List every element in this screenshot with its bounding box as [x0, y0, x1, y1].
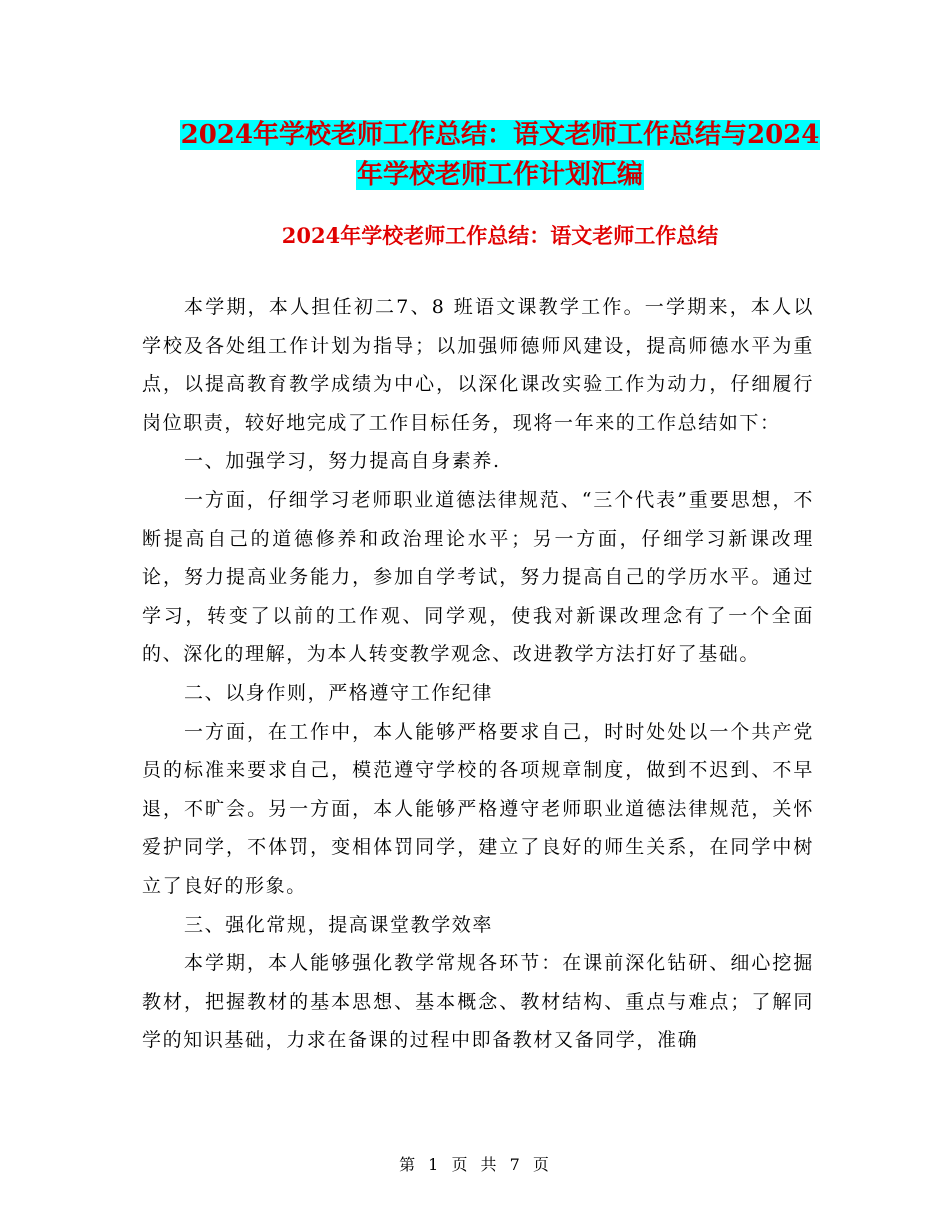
body-paragraph-3: 本学期，本人能够强化教学常规各环节：在课前深化钻研、细心挖掘教材，把握教材的基本思想、基本概念、教材结构、重点与难点；了解同学的知识基础，力求在备课的过程中即备教材又备同学，准确 [142, 952, 814, 1052]
body-paragraph-1: 一方面，仔细学习老师职业道德法律规范、“三个代表”重要思想，不断提高自己的道德修养和政治理论水平；另一方面，仔细学习新课改理论，努力提高业务能力，参加自学考试，努力提高自己的学历水平。通过学习，转变了以前的工作观、同学观，使我对新课改理念有了一个全面的、深化的理解，为本人转变教学观念、改进教学方法打好了基础。 [142, 488, 814, 666]
document-body [142, 288, 814, 1060]
section-heading-1: 一、加强学习，努力提高自身素养. [184, 450, 501, 473]
section-heading-2: 二、以身作则，严格遵守工作纪律 [184, 681, 494, 704]
title-highlight: 2024年学校老师工作总结：语文老师工作总结与2024 [180, 120, 820, 150]
section-heading-3: 三、强化常规，提高课堂教学效率 [184, 913, 494, 936]
body-paragraph-2: 一方面，在工作中，本人能够严格要求自己，时时处处以一个共产党员的标准来要求自己，模范遵守学校的各项规章制度，做到不迟到、不早退，不旷会。另一方面，本人能够严格遵守老师职业道德法律规范，关怀爱护同学，不体罚，变相体罚同学，建立了良好的师生关系，在同学中树立了良好的形象。 [142, 720, 814, 897]
page-number: 第 1 页 共 7 页 [399, 1155, 551, 1174]
document-title-line-2 [140, 152, 860, 198]
section-heading: 2024年学校老师工作总结：语文老师工作总结 [281, 223, 719, 248]
title-highlight: 年学校老师工作计划汇编 [356, 160, 643, 190]
body-paragraph-intro: 本学期，本人担任初二7、8 班语文课教学工作。一学期来，本人以学校及各处组工作计划为指导；以加强师德师风建设，提高师德水平为重点，以提高教育教学成绩为中心，以深化课改实验工作为动力，仔细履行岗位职责，较好地完成了工作目标任务，现将一年来的工作总结如下： [142, 296, 814, 434]
